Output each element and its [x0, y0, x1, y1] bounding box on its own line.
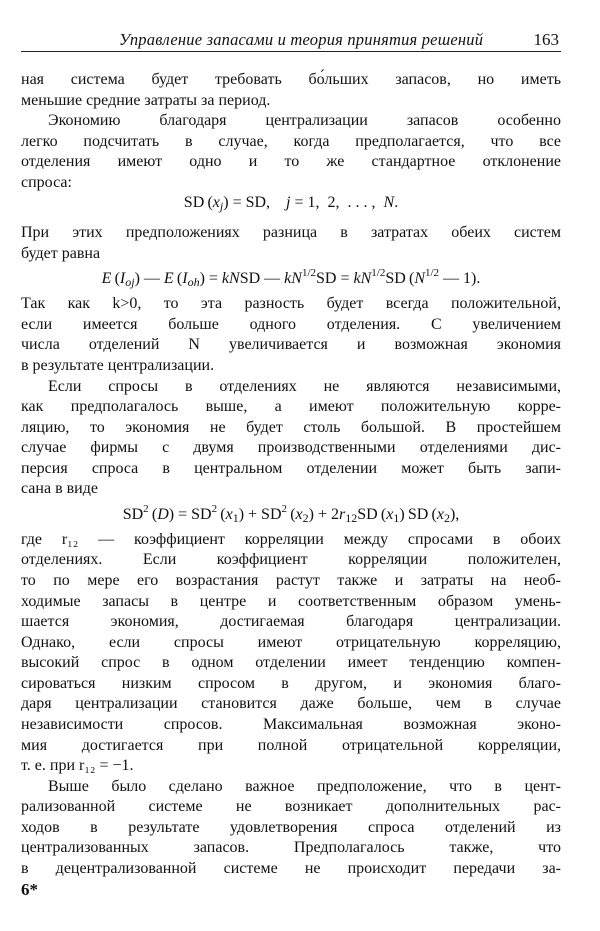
text-line: При этих предположениях разница в затратах обеих систем	[21, 224, 561, 241]
text-line: Однако, если спросы имеют отрицательную корреляцию,	[21, 634, 561, 651]
text-line: даря централизации становится даже больше, чем в случае	[21, 695, 561, 712]
text-line: ходимые запасы в центре и соответственным образом умень-	[21, 593, 561, 610]
text-line: Если спросы в отделениях не являются независимыми,	[48, 378, 561, 395]
running-title: Управление запасами и теория принятия решений	[119, 30, 484, 49]
text-line: мия достигается при полной отрицательной корреляции,	[21, 737, 561, 754]
text-line: т. е. при r₁₂ = −1.	[21, 757, 134, 774]
text-line: легко подсчитать в случае, когда предполагается, что все	[21, 133, 561, 150]
text-line: независимости спросов. Максимальная возможная эконо-	[21, 716, 561, 733]
text-line: меньшие средние затраты за период.	[21, 92, 271, 109]
text-line: как предполагалось выше, а имеют положительную корре-	[21, 398, 561, 415]
formula-sd-equal: SD $(x_j)$ = SD, j = 1, 2, . . . , N.	[183, 194, 399, 213]
text-line: персия спроса в центральном отделении может быть запи-	[21, 460, 561, 477]
page-number: 163	[533, 30, 559, 49]
text-line: спроса:	[21, 174, 72, 191]
text-line: в децентрализованной системе не происходит передачи за-	[21, 860, 561, 877]
text-line: отделения имеют одно и то же стандартное отклонение	[21, 153, 561, 170]
text-line: числа отделений N увеличивается и возможная экономия	[21, 336, 561, 353]
text-line: сироваться низким спросом в другом, и экономия благо-	[21, 675, 561, 692]
running-head	[21, 27, 561, 52]
text-line: шается экономия, достигаемая благодаря централизации.	[21, 613, 561, 630]
text-line: отделениях. Если коэффициент корреляции положителен,	[21, 551, 561, 568]
text-line: если имеется больше одного отделения. С увеличением	[21, 316, 561, 333]
formula-cost-difference: E $(I_{oj})$ — E $(I_{oh})$ = kNSD — $kN^{1/2}SD = kN^{1/2}SD$ ($N^{1/2}$ — 1).	[101, 267, 481, 289]
text-line: централизованных запасов. Предполагалось также, что	[21, 839, 561, 856]
text-line: в результате централизации.	[21, 357, 215, 374]
book-page	[21, 0, 561, 931]
text-line: ходов в результате удовлетворения спроса отделений из	[21, 819, 561, 836]
text-line: рализованной системе не возникает дополнительных рас-	[21, 798, 561, 815]
text-line: случае фирмы с двумя производственными отделениями дис-	[21, 439, 561, 456]
formula-variance: $SD^2$ $(D) = SD^2$ $(x_1) + SD^2$ $(x_2) + 2r_{12}SD$ $(x_1)$ SD $(x_2)$,	[122, 503, 460, 525]
text-line: сана в виде	[21, 480, 98, 497]
text-line: высокий спрос в одном отделении имеет тенденцию компен-	[21, 654, 561, 671]
text-line: Экономию благодаря централизации запасов особенно	[48, 112, 561, 129]
text-line: ная система будет требовать бо́льших запасов, но иметь	[21, 71, 561, 88]
text-line: будет равна	[21, 245, 101, 262]
signature-mark: 6*	[21, 880, 38, 899]
text-line: Выше было сделано важное предположение, что в цент-	[48, 778, 561, 795]
text-line: где r₁₂ — коэффициент корреляции между спросами в обоих	[21, 531, 561, 548]
text-line: Так как k>0, то эта разность будет всегда положительной,	[21, 295, 561, 312]
text-line: ляцию, то экономия не будет столь большой. В простейшем	[21, 419, 561, 436]
text-line: то по мере его возрастания растут также и затраты на необ-	[21, 572, 561, 589]
